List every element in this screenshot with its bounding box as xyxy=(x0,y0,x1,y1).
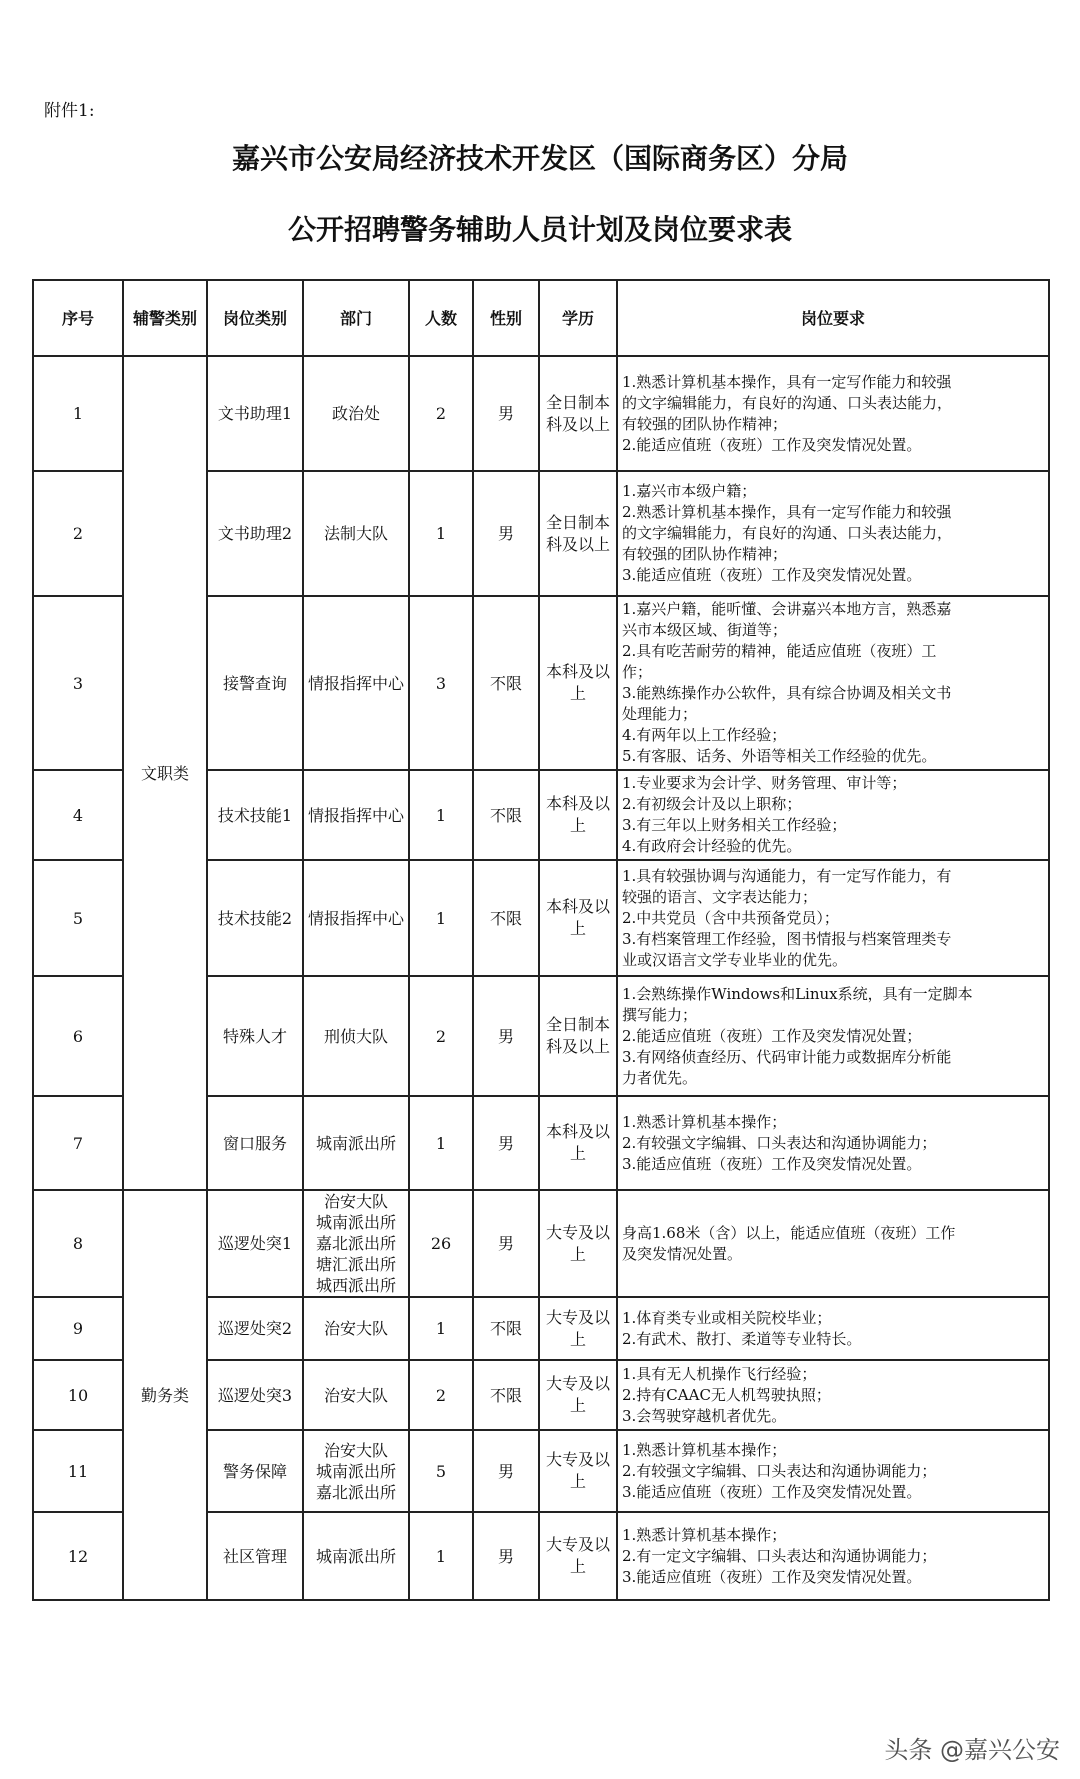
text-line: 治安大队 xyxy=(323,1385,388,1405)
text-line: 上 xyxy=(569,919,586,938)
cell-count: 5 xyxy=(409,1430,473,1512)
text-line: 情报指挥中心 xyxy=(307,805,404,825)
text-line: 1.熟悉计算机基本操作； xyxy=(622,1525,787,1544)
text-line: 治安大队 xyxy=(323,1440,388,1460)
header-post-type: 岗位类别 xyxy=(207,280,303,356)
cell-dept xyxy=(303,471,409,596)
text-line: 1.体育类专业或相关院校毕业； xyxy=(622,1308,832,1327)
cell-edu xyxy=(539,1297,617,1360)
cell-gender: 男 xyxy=(473,1096,539,1190)
cell-requirements xyxy=(617,976,1049,1096)
header-edu: 学历 xyxy=(539,280,617,356)
text-line: 2.能适应值班（夜班）工作及突发情况处置。 xyxy=(622,435,922,454)
category-civil: 文职类 xyxy=(123,356,207,1190)
text-line: 3.能适应值班（夜班）工作及突发情况处置。 xyxy=(622,566,922,584)
cell-post: 特殊人才 xyxy=(207,976,303,1096)
page-subtitle: 公开招聘警务辅助人员计划及岗位要求表 xyxy=(287,213,792,246)
text-line: 1.嘉兴户籍，能听懂、会讲嘉兴本地方言，熟悉嘉 xyxy=(622,600,952,618)
text-line: 科及以上 xyxy=(545,1037,610,1056)
header-gender: 性别 xyxy=(473,280,539,356)
cell-requirements xyxy=(617,1096,1049,1190)
cell-post: 技术技能1 xyxy=(207,770,303,860)
header-req: 岗位要求 xyxy=(617,280,1049,356)
cell-count: 2 xyxy=(409,976,473,1096)
cell-seq: 11 xyxy=(33,1430,123,1512)
cell-post: 接警查询 xyxy=(207,596,303,770)
text-line: 2.中共党员（含中共预备党员）； xyxy=(622,908,839,927)
cell-count: 3 xyxy=(409,596,473,770)
header-dept: 部门 xyxy=(303,280,409,356)
text-line: 法制大队 xyxy=(323,524,388,543)
cell-dept xyxy=(303,1297,409,1360)
table-row xyxy=(33,356,1049,471)
cell-gender: 男 xyxy=(473,1430,539,1512)
cell-dept xyxy=(303,976,409,1096)
text-line: 4.有两年以上工作经验； xyxy=(622,726,787,744)
cell-seq: 1 xyxy=(33,356,123,471)
text-line: 2.具有吃苦耐劳的精神，能适应值班（夜班）工 xyxy=(622,642,937,660)
cell-seq: 4 xyxy=(33,770,123,860)
cell-requirements xyxy=(617,1190,1049,1297)
cell-gender: 不限 xyxy=(473,860,539,976)
cell-post: 文书助理2 xyxy=(207,471,303,596)
text-line: 5.有客服、话务、外语等相关工作经验的优先。 xyxy=(622,747,937,765)
cell-dept xyxy=(303,1360,409,1430)
cell-gender: 男 xyxy=(473,976,539,1096)
text-line: 塘汇派出所 xyxy=(315,1255,396,1274)
text-line: 城西派出所 xyxy=(315,1276,396,1295)
text-line: 及突发情况处置。 xyxy=(622,1244,743,1263)
text-line: 作； xyxy=(622,663,653,681)
text-line: 的文字编辑能力，有良好的沟通、口头表达能力， xyxy=(622,524,953,542)
cell-edu xyxy=(539,1360,617,1430)
text-line: 大专及以 xyxy=(545,1450,610,1469)
text-line: 身高1.68米（含）以上，能适应值班（夜班）工作 xyxy=(622,1223,956,1242)
recruitment-table xyxy=(32,279,1050,1601)
text-line: 兴市本级区域、街道等； xyxy=(622,621,788,639)
text-line: 业或汉语言文学专业毕业的优先。 xyxy=(622,950,848,969)
text-line: 3.能适应值班（夜班）工作及突发情况处置。 xyxy=(622,1567,922,1586)
text-line: 2.熟悉计算机基本操作，具有一定写作能力和较强 xyxy=(622,503,952,521)
text-line: 1.具有较强协调与沟通能力，有一定写作能力，有 xyxy=(622,866,952,885)
text-line: 本科及以 xyxy=(545,794,610,813)
text-line: 嘉北派出所 xyxy=(315,1234,396,1253)
text-line: 上 xyxy=(569,816,586,835)
text-line: 城南派出所 xyxy=(315,1133,396,1153)
text-line: 城南派出所 xyxy=(315,1546,396,1566)
cell-gender: 男 xyxy=(473,1190,539,1297)
text-line: 大专及以 xyxy=(545,1307,610,1327)
text-line: 上 xyxy=(569,1144,586,1163)
cell-gender: 男 xyxy=(473,1512,539,1600)
text-line: 2.有武术、散打、柔道等专业特长。 xyxy=(622,1329,862,1348)
text-line: 治安大队 xyxy=(323,1319,388,1338)
cell-requirements xyxy=(617,1360,1049,1430)
text-line: 处理能力； xyxy=(622,705,698,723)
category-duty: 勤务类 xyxy=(123,1190,207,1600)
page-title: 嘉兴市公安局经济技术开发区（国际商务区）分局 xyxy=(231,142,848,175)
text-line: 本科及以 xyxy=(545,662,610,681)
cell-dept xyxy=(303,356,409,471)
cell-edu xyxy=(539,770,617,860)
cell-gender: 不限 xyxy=(473,1360,539,1430)
text-line: 情报指挥中心 xyxy=(307,908,404,928)
text-line: 1.具有无人机操作飞行经验； xyxy=(622,1364,817,1383)
cell-post: 窗口服务 xyxy=(207,1096,303,1190)
header-seq: 序号 xyxy=(33,280,123,356)
text-line: 较强的语言、文字表达能力； xyxy=(622,887,818,906)
text-line: 2.有一定文字编辑、口头表达和沟通协调能力； xyxy=(622,1546,937,1565)
cell-seq: 10 xyxy=(33,1360,123,1430)
text-line: 本科及以 xyxy=(545,897,610,916)
text-line: 1.专业要求为会计学、财务管理、审计等； xyxy=(622,774,907,792)
cell-post: 文书助理1 xyxy=(207,356,303,471)
cell-count: 26 xyxy=(409,1190,473,1297)
text-line: 大专及以 xyxy=(545,1535,610,1554)
cell-post: 巡逻处突3 xyxy=(207,1360,303,1430)
watermark: 头条 @嘉兴公安 xyxy=(884,1736,1060,1764)
cell-seq: 3 xyxy=(33,596,123,770)
cell-requirements xyxy=(617,471,1049,596)
text-line: 1.嘉兴市本级户籍； xyxy=(622,482,757,500)
cell-post: 社区管理 xyxy=(207,1512,303,1600)
cell-gender: 不限 xyxy=(473,596,539,770)
text-line: 全日制本 xyxy=(545,392,610,412)
cell-gender: 不限 xyxy=(473,1297,539,1360)
cell-requirements xyxy=(617,1297,1049,1360)
cell-requirements xyxy=(617,860,1049,976)
cell-edu xyxy=(539,1512,617,1600)
cell-dept xyxy=(303,770,409,860)
text-line: 科及以上 xyxy=(545,414,610,434)
text-line: 治安大队 xyxy=(323,1192,388,1211)
text-line: 城南派出所 xyxy=(315,1213,396,1232)
text-line: 1.会熟练操作Windows和Linux系统，具有一定脚本 xyxy=(622,984,973,1003)
text-line: 大专及以 xyxy=(545,1374,610,1393)
text-line: 全日制本 xyxy=(545,512,610,532)
text-line: 上 xyxy=(569,1557,586,1576)
cell-post: 技术技能2 xyxy=(207,860,303,976)
text-line: 全日制本 xyxy=(545,1015,610,1034)
cell-requirements xyxy=(617,1430,1049,1512)
text-line: 1.熟悉计算机基本操作； xyxy=(622,1112,787,1131)
text-line: 3.有三年以上财务相关工作经验； xyxy=(622,816,847,834)
cell-edu xyxy=(539,1190,617,1297)
cell-gender: 不限 xyxy=(473,770,539,860)
cell-count: 1 xyxy=(409,1512,473,1600)
cell-post: 巡逻处突1 xyxy=(207,1190,303,1297)
text-line: 3.能熟练操作办公软件，具有综合协调及相关文书 xyxy=(622,684,952,702)
text-line: 3.能适应值班（夜班）工作及突发情况处置。 xyxy=(622,1482,922,1501)
cell-dept xyxy=(303,1190,409,1297)
cell-count: 2 xyxy=(409,356,473,471)
cell-seq: 7 xyxy=(33,1096,123,1190)
text-line: 的文字编辑能力，有良好的沟通、口头表达能力， xyxy=(622,393,953,412)
table-row xyxy=(33,1190,1049,1297)
cell-seq: 6 xyxy=(33,976,123,1096)
cell-edu xyxy=(539,1430,617,1512)
attachment-label: 附件1: xyxy=(44,101,95,121)
cell-count: 1 xyxy=(409,471,473,596)
text-line: 上 xyxy=(569,1244,586,1264)
cell-count: 2 xyxy=(409,1360,473,1430)
text-line: 2.有初级会计及以上职称； xyxy=(622,795,802,813)
cell-requirements xyxy=(617,596,1049,770)
cell-dept xyxy=(303,596,409,770)
cell-post: 巡逻处突2 xyxy=(207,1297,303,1360)
text-line: 情报指挥中心 xyxy=(307,673,404,693)
cell-edu xyxy=(539,1096,617,1190)
table-header-row xyxy=(33,280,1049,356)
text-line: 嘉北派出所 xyxy=(315,1482,396,1502)
text-line: 2.有较强文字编辑、口头表达和沟通协调能力； xyxy=(622,1461,937,1480)
cell-count: 1 xyxy=(409,1297,473,1360)
text-line: 上 xyxy=(569,684,586,703)
text-line: 1.熟悉计算机基本操作，具有一定写作能力和较强 xyxy=(622,372,952,391)
cell-count: 1 xyxy=(409,770,473,860)
text-line: 政治处 xyxy=(331,404,380,423)
cell-dept xyxy=(303,1096,409,1190)
text-line: 4.有政府会计经验的优先。 xyxy=(622,837,802,855)
header-count: 人数 xyxy=(409,280,473,356)
header-aux-type: 辅警类别 xyxy=(123,280,207,356)
text-line: 1.熟悉计算机基本操作； xyxy=(622,1440,787,1459)
text-line: 3.能适应值班（夜班）工作及突发情况处置。 xyxy=(622,1154,922,1173)
text-line: 2.持有CAAC无人机驾驶执照； xyxy=(622,1385,831,1404)
text-line: 科及以上 xyxy=(545,534,610,554)
text-line: 上 xyxy=(569,1472,586,1491)
cell-seq: 5 xyxy=(33,860,123,976)
text-line: 上 xyxy=(569,1329,586,1349)
cell-count: 1 xyxy=(409,1096,473,1190)
cell-requirements xyxy=(617,1512,1049,1600)
text-line: 刑侦大队 xyxy=(323,1026,388,1046)
cell-seq: 8 xyxy=(33,1190,123,1297)
text-line: 撰写能力； xyxy=(622,1005,698,1024)
text-line: 城南派出所 xyxy=(315,1461,396,1481)
cell-edu xyxy=(539,356,617,471)
cell-seq: 9 xyxy=(33,1297,123,1360)
text-line: 力者优先。 xyxy=(622,1068,698,1087)
cell-post: 警务保障 xyxy=(207,1430,303,1512)
text-line: 2.有较强文字编辑、口头表达和沟通协调能力； xyxy=(622,1133,937,1152)
cell-edu xyxy=(539,471,617,596)
cell-seq: 2 xyxy=(33,471,123,596)
cell-gender: 男 xyxy=(473,356,539,471)
text-line: 2.能适应值班（夜班）工作及突发情况处置； xyxy=(622,1026,922,1045)
cell-dept xyxy=(303,1430,409,1512)
cell-gender: 男 xyxy=(473,471,539,596)
cell-requirements xyxy=(617,356,1049,471)
text-line: 本科及以 xyxy=(545,1122,610,1141)
text-line: 大专及以 xyxy=(545,1222,610,1242)
text-line: 有较强的团队协作精神； xyxy=(622,414,788,433)
cell-edu xyxy=(539,976,617,1096)
text-line: 3.有档案管理工作经验，图书情报与档案管理类专 xyxy=(622,929,952,948)
text-line: 上 xyxy=(569,1396,586,1415)
cell-dept xyxy=(303,860,409,976)
cell-edu xyxy=(539,860,617,976)
cell-count: 1 xyxy=(409,860,473,976)
cell-seq: 12 xyxy=(33,1512,123,1600)
text-line: 有较强的团队协作精神； xyxy=(622,545,788,563)
text-line: 3.有网络侦查经历、代码审计能力或数据库分析能 xyxy=(622,1047,952,1066)
cell-requirements xyxy=(617,770,1049,860)
text-line: 3.会驾驶穿越机者优先。 xyxy=(622,1406,787,1425)
cell-edu xyxy=(539,596,617,770)
cell-dept xyxy=(303,1512,409,1600)
